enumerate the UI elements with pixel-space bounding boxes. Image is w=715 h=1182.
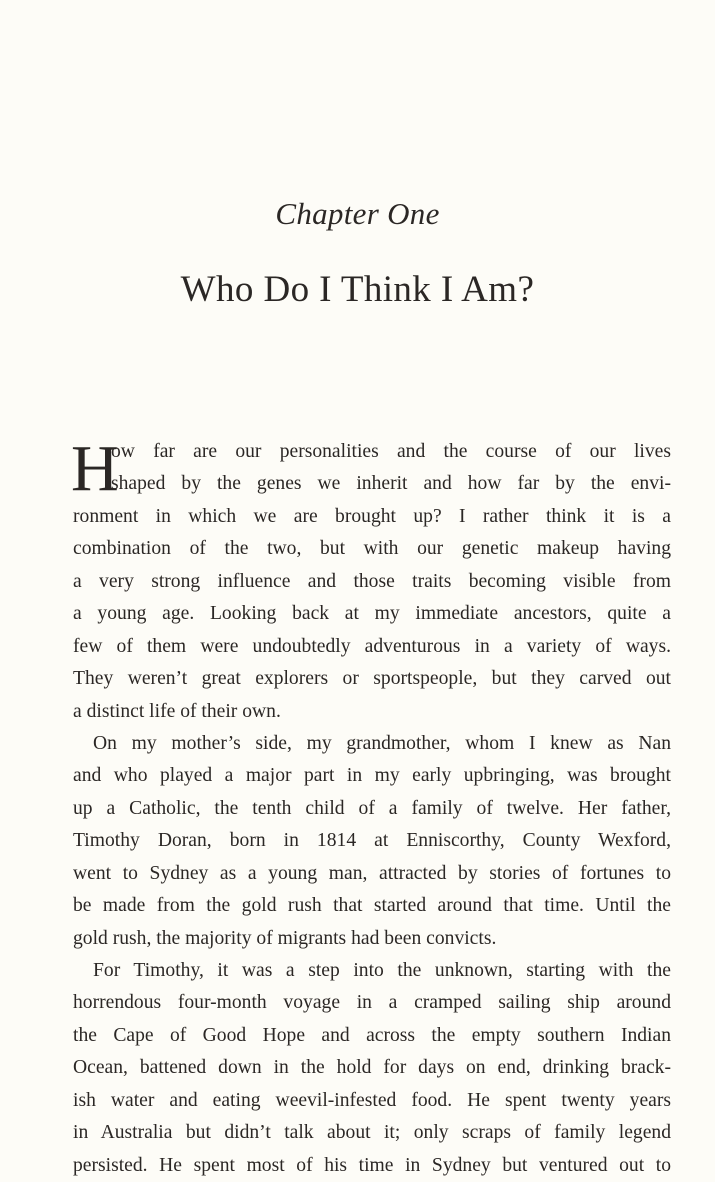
text-line: shaped by the genes we inherit and how far by the envi- xyxy=(111,473,671,495)
text-line: a young age. Looking back at my immediate ancestors, quite a xyxy=(73,603,671,625)
text-line: ow far are our personalities and the course of our lives xyxy=(111,441,671,462)
text-line: Ocean, battened down in the hold for days on end, drinking brack- xyxy=(73,1057,671,1079)
text-line: combination of the two, but with our genetic makeup having xyxy=(73,538,671,560)
paragraph-1 xyxy=(71,432,671,728)
text-line: For Timothy, it was a step into the unknown, starting with the xyxy=(93,960,671,981)
text-line: persisted. He spent most of his time in Sydney but ventured out to xyxy=(73,1154,671,1176)
text-line: On my mother’s side, my grandmother, whom I knew as Nan xyxy=(93,732,671,754)
chapter-title: Who Do I Think I Am? xyxy=(180,269,535,310)
chapter-label: Chapter One xyxy=(275,196,440,231)
drop-cap: H xyxy=(71,432,119,505)
text-line: be made from the gold rush that started around that time. Until the xyxy=(73,895,671,917)
text-line: the Cape of Good Hope and across the empty southern Indian xyxy=(73,1024,671,1046)
paragraph-2 xyxy=(73,728,671,955)
paragraph-3 xyxy=(73,955,671,1182)
text-line: in Australia but didn’t talk about it; only scraps of family legend xyxy=(73,1122,671,1144)
body-text xyxy=(71,432,671,1182)
text-line: horrendous four-month voyage in a cramped sailing ship around xyxy=(73,992,671,1014)
text-line: few of them were undoubtedly adventurous in a variety of ways. xyxy=(73,635,671,657)
text-line: up a Catholic, the tenth child of a family of twelve. Her father, xyxy=(73,797,671,819)
text-line: ronment in which we are brought up? I rather think it is a xyxy=(73,505,671,527)
text-line: gold rush, the majority of migrants had been convicts. xyxy=(73,927,497,949)
text-line: and who played a major part in my early upbringing, was brought xyxy=(73,765,671,787)
text-line: Timothy Doran, born in 1814 at Enniscorthy, County Wexford, xyxy=(73,830,671,852)
text-line: went to Sydney as a young man, attracted by stories of fortunes to xyxy=(73,862,671,884)
text-line: ish water and eating weevil-infested food. He spent twenty years xyxy=(73,1089,671,1111)
text-line: a distinct life of their own. xyxy=(73,700,281,722)
text-line: a very strong influence and those traits becoming visible from xyxy=(73,570,671,592)
text-line: They weren’t great explorers or sportspeople, but they carved out xyxy=(73,668,671,690)
